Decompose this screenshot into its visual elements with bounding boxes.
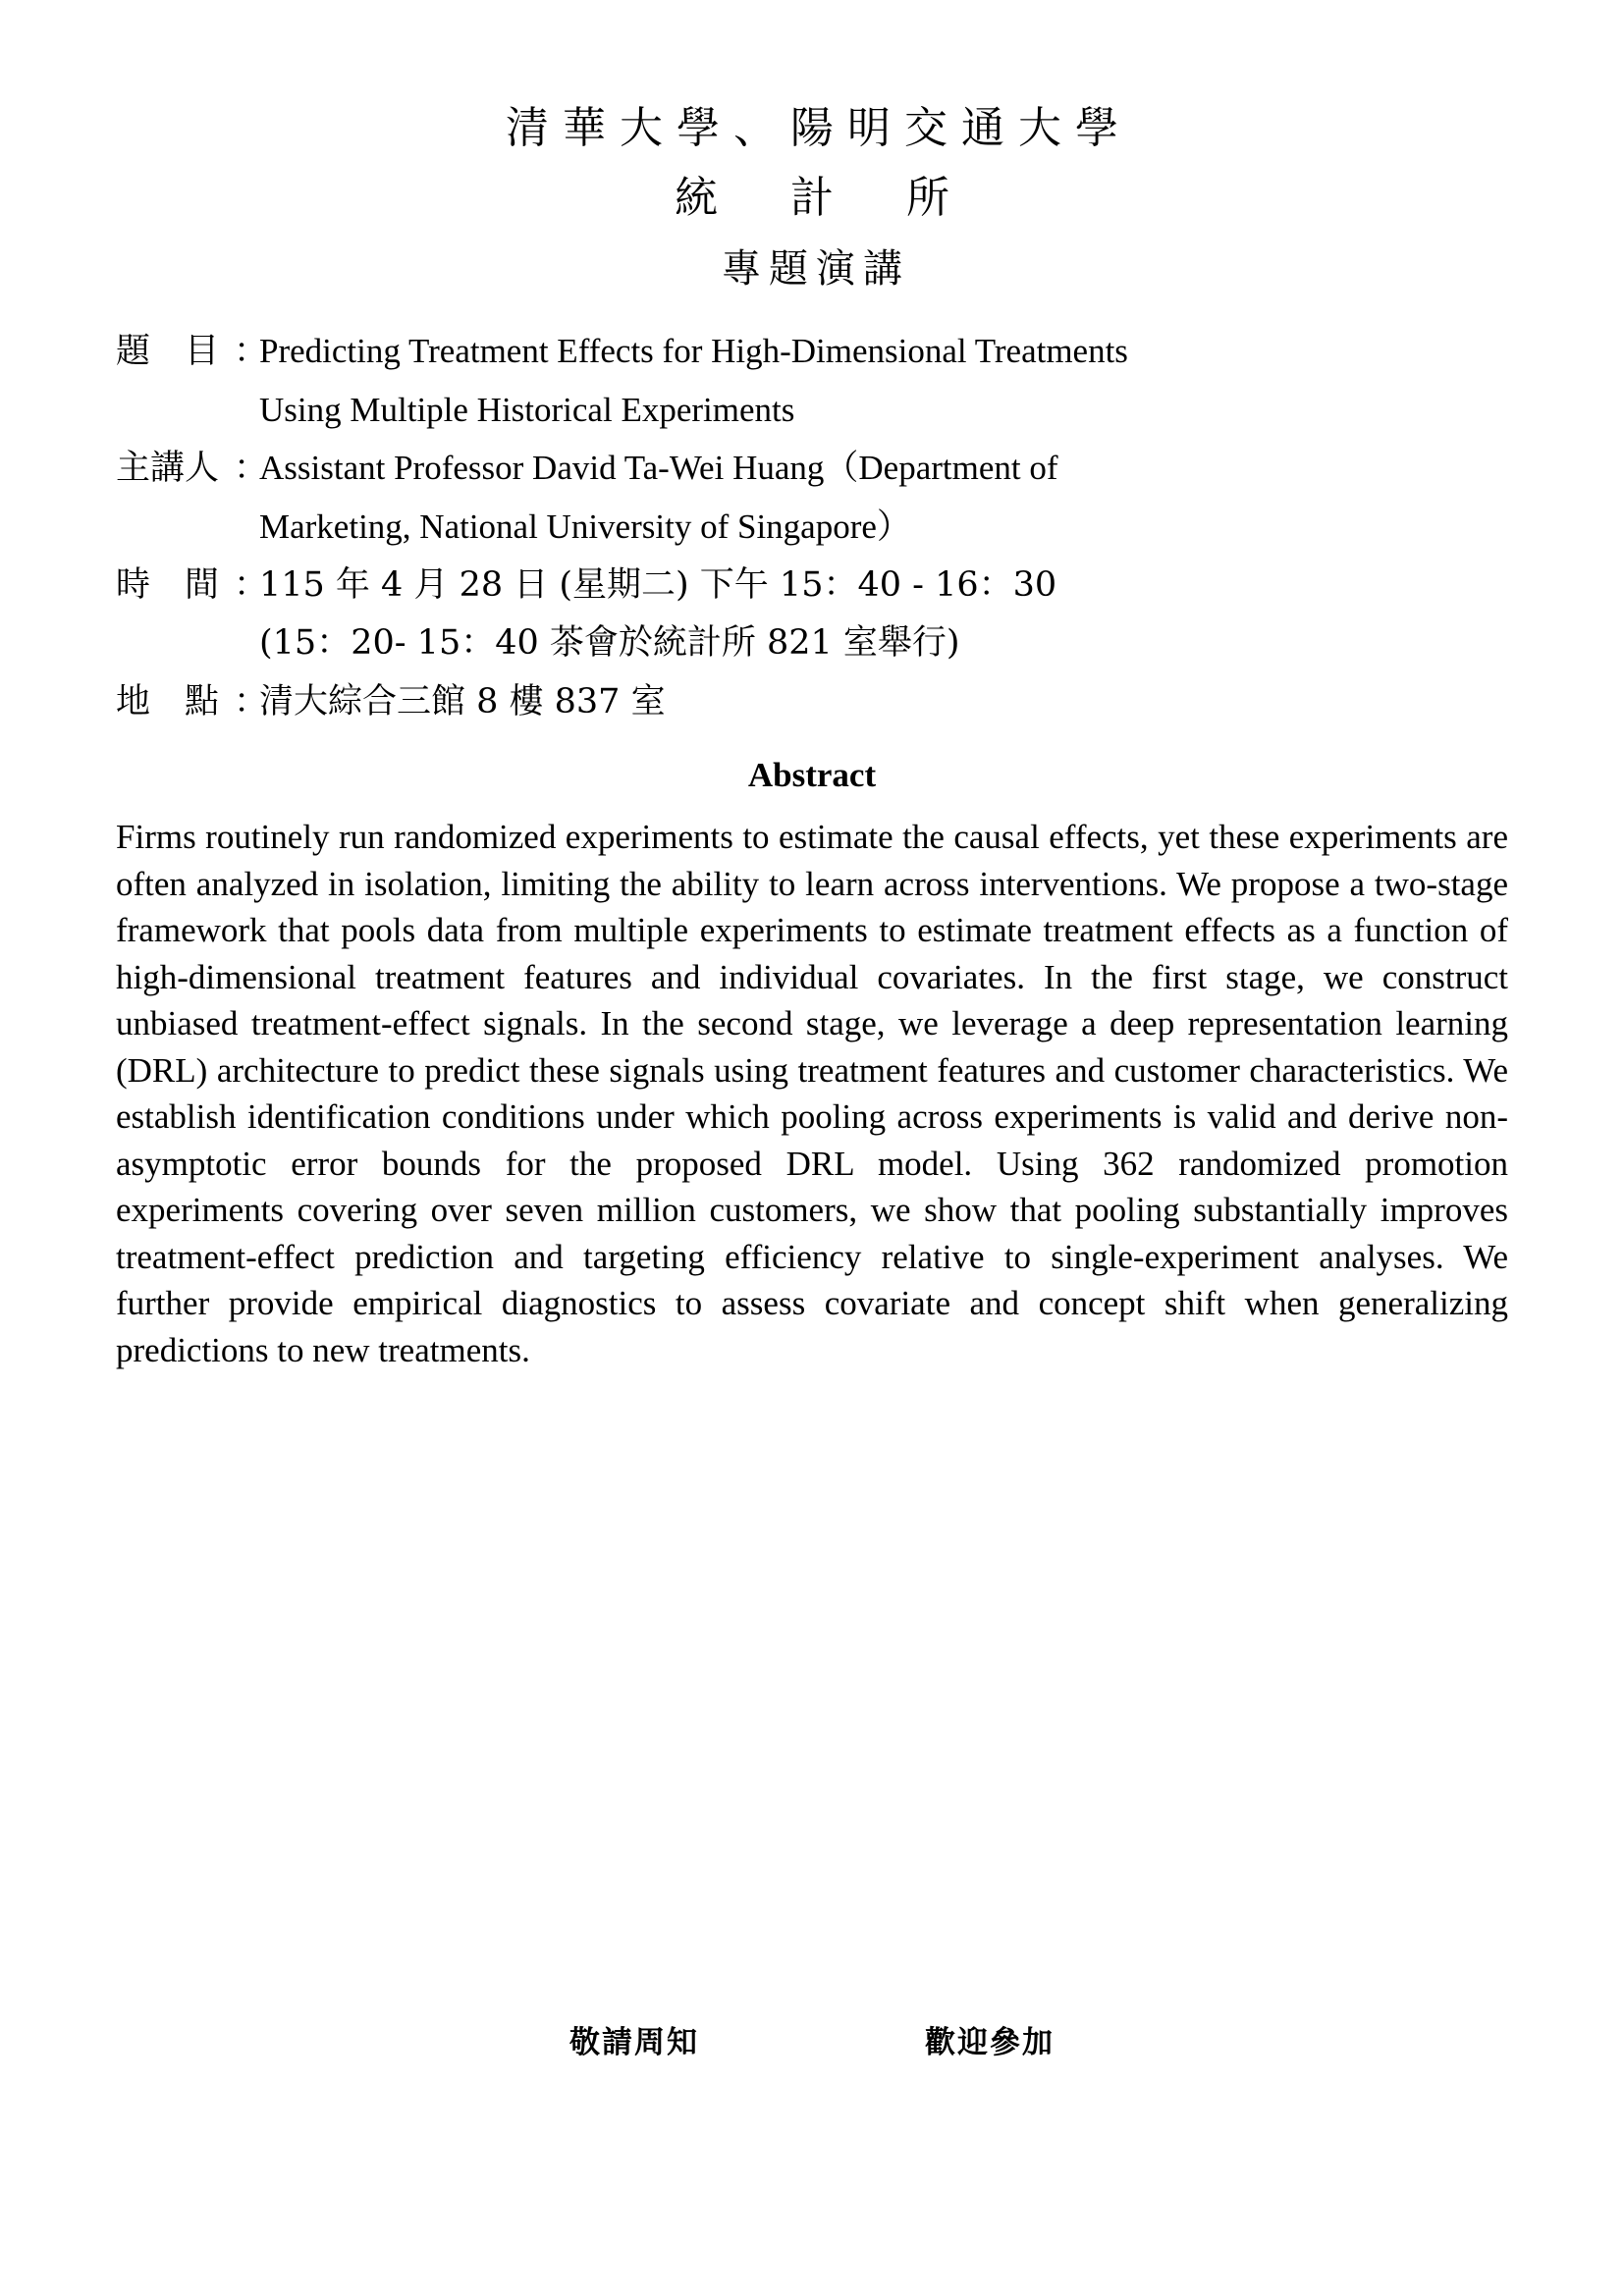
speaker-value-line-1: Assistant Professor David Ta-Wei Huang（Department of (259, 449, 1058, 487)
footer-notice-left: 敬請周知 (569, 2025, 699, 2060)
time-value-line-1: 115 年 4 月 28 日 (星期二) 下午 15：40 - 16：30 (259, 565, 1057, 605)
place-value: 清大綜合三館 8 樓 837 室 (259, 682, 666, 721)
info-row-time (116, 556, 1508, 614)
seminar-info-block (116, 322, 1508, 731)
footer-notice-right: 歡迎參加 (925, 2025, 1055, 2060)
page-footer (116, 2017, 1508, 2061)
title-value-line-1: Predicting Treatment Effects for High-Dimensional Treatments (259, 332, 1128, 370)
speaker-label: 主講人 (116, 449, 220, 488)
place-colon: ： (234, 682, 269, 721)
title-label: 題 目 (116, 332, 220, 371)
institute-line: 統 計 所 (675, 173, 979, 223)
page-header (116, 0, 1508, 304)
abstract-paragraph: Firms routinely run randomized experiments to estimate the causal effects, yet these experiments are often analyzed in isolation, limiting the ability to learn across interventions. We propose a two-stage framework that pools data from multiple experiments to estimate treatment effects as a function of high-dimensional treatment features and individual covariates. In the first stage, we construct unbiased treatment-effect signals. In the second stage, we leverage a deep representation learning (DRL) architecture to predict these signals using treatment features and customer characteristics. We establish identification conditions under which pooling across experiments is valid and derive non-asymptotic error bounds for the proposed DRL model. Using 362 randomized promotion experiments covering over seven million customers, we show that pooling substantially improves treatment-effect prediction and targeting efficiency relative to single-experiment analyses. We further provide empirical diagnostics to assess covariate and concept shift when generalizing predictions to new treatments. (116, 818, 1508, 1369)
talk-type-line: 專題演講 (722, 246, 910, 292)
time-colon: ： (234, 565, 269, 605)
title-value-line-2: Using Multiple Historical Experiments (259, 391, 795, 429)
time-label: 時 間 (116, 565, 220, 605)
speaker-value-line-2: Marketing, National University of Singapore） (259, 507, 911, 546)
title-colon: ： (234, 332, 269, 371)
speaker-colon: ： (234, 449, 269, 488)
info-row-place (116, 672, 1508, 731)
abstract-body (116, 814, 1508, 1373)
place-label: 地 點 (116, 682, 220, 721)
abstract-heading: Abstract (747, 756, 877, 794)
time-value-line-2: (15：20- 15：40 茶會於統計所 821 室舉行) (259, 623, 960, 663)
organization-line: 清華大學、陽明交通大學 (506, 103, 1132, 153)
info-row-speaker (116, 439, 1508, 498)
info-row-title (116, 322, 1508, 381)
